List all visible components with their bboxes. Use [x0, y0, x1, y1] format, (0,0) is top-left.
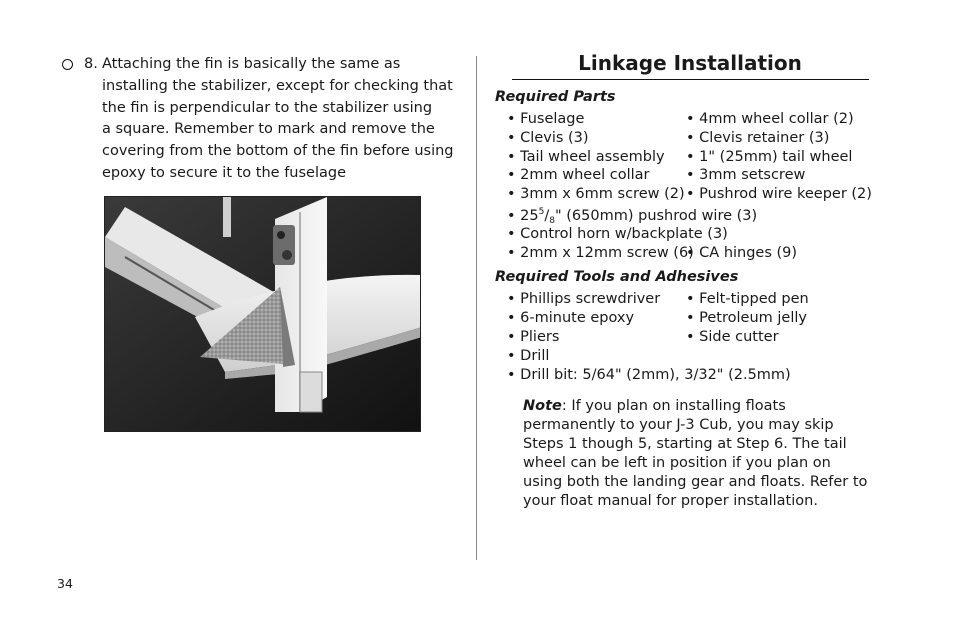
- fin-photo-illustration: [105, 197, 421, 432]
- note-label: Note: [523, 398, 562, 414]
- tool-item: • Felt-tipped pen: [686, 291, 809, 307]
- required-parts-heading: Required Parts: [495, 89, 616, 105]
- tool-item: • Pliers: [507, 329, 560, 345]
- column-divider: [476, 56, 477, 560]
- pushrod-prefix: • 25: [507, 208, 539, 224]
- step-line: the fin is perpendicular to the stabilizer using: [102, 99, 433, 116]
- part-item: • Clevis retainer (3): [686, 130, 830, 146]
- fraction-denominator: 8: [549, 216, 555, 226]
- note-first-line: : If you plan on installing floats: [561, 398, 786, 414]
- step-line: Attaching the fin is basically the same as: [102, 56, 401, 72]
- step-line: epoxy to secure it to the fuselage: [102, 164, 347, 181]
- tool-item: • Phillips screwdriver: [507, 291, 661, 307]
- checkbox-circle-icon: [62, 59, 73, 70]
- tool-item: • Petroleum jelly: [686, 310, 807, 326]
- part-item: • 2mm wheel collar: [507, 167, 650, 183]
- fraction-numerator: 5: [538, 207, 545, 217]
- step-line: a square. Remember to mark and remove the: [102, 121, 435, 138]
- part-item: • Control horn w/backplate (3): [507, 226, 728, 242]
- part-item: • 1" (25mm) tail wheel: [686, 149, 853, 165]
- note-block: [523, 397, 868, 511]
- required-tools-heading: Required Tools and Adhesives: [495, 269, 739, 285]
- part-item: • 4mm wheel collar (2): [686, 111, 854, 127]
- section-title: Linkage Installation: [578, 51, 802, 75]
- step-8: [62, 54, 454, 185]
- tool-item: • Drill: [507, 348, 550, 364]
- tool-item: • 6-minute epoxy: [507, 310, 635, 326]
- tool-item: • Drill bit: 5/64" (2mm), 3/32" (2.5mm): [507, 367, 791, 383]
- pushrod-item: • $25^5/_8$" (650mm) pushrod wire (3): [507, 207, 758, 226]
- part-item: • 2mm x 12mm screw (6): [507, 245, 694, 261]
- part-item: • Pushrod wire keeper (2): [686, 186, 872, 202]
- pushrod-suffix: " (650mm) pushrod wire (3): [554, 208, 758, 224]
- part-item: • 3mm setscrew: [686, 167, 806, 183]
- note-line: permanently to your J-3 Cub, you may skip: [523, 417, 834, 433]
- note-line: using both the landing gear and floats. Refer to: [523, 474, 868, 490]
- page-number: 34: [57, 576, 73, 591]
- part-item: • CA hinges (9): [686, 245, 798, 261]
- step-number: 8.: [84, 56, 98, 72]
- step-line: installing the stabilizer, except for checking that: [102, 77, 453, 94]
- part-item: • 3mm x 6mm screw (2): [507, 186, 685, 202]
- part-item: • Tail wheel assembly: [507, 149, 665, 165]
- note-line: wheel can be left in position if you plan on: [523, 455, 831, 471]
- note-line: Steps 1 though 5, starting at Step 6. The tail: [523, 436, 847, 452]
- title-underline: [512, 79, 869, 80]
- part-item: • Fuselage: [507, 111, 585, 127]
- fin-installation-photo: [104, 196, 421, 432]
- part-item: • Clevis (3): [507, 130, 589, 146]
- note-line: your float manual for proper installation.: [523, 493, 818, 509]
- tool-item: • Side cutter: [686, 329, 779, 345]
- step-line: covering from the bottom of the fin before using: [102, 143, 454, 160]
- step-text: [102, 54, 454, 185]
